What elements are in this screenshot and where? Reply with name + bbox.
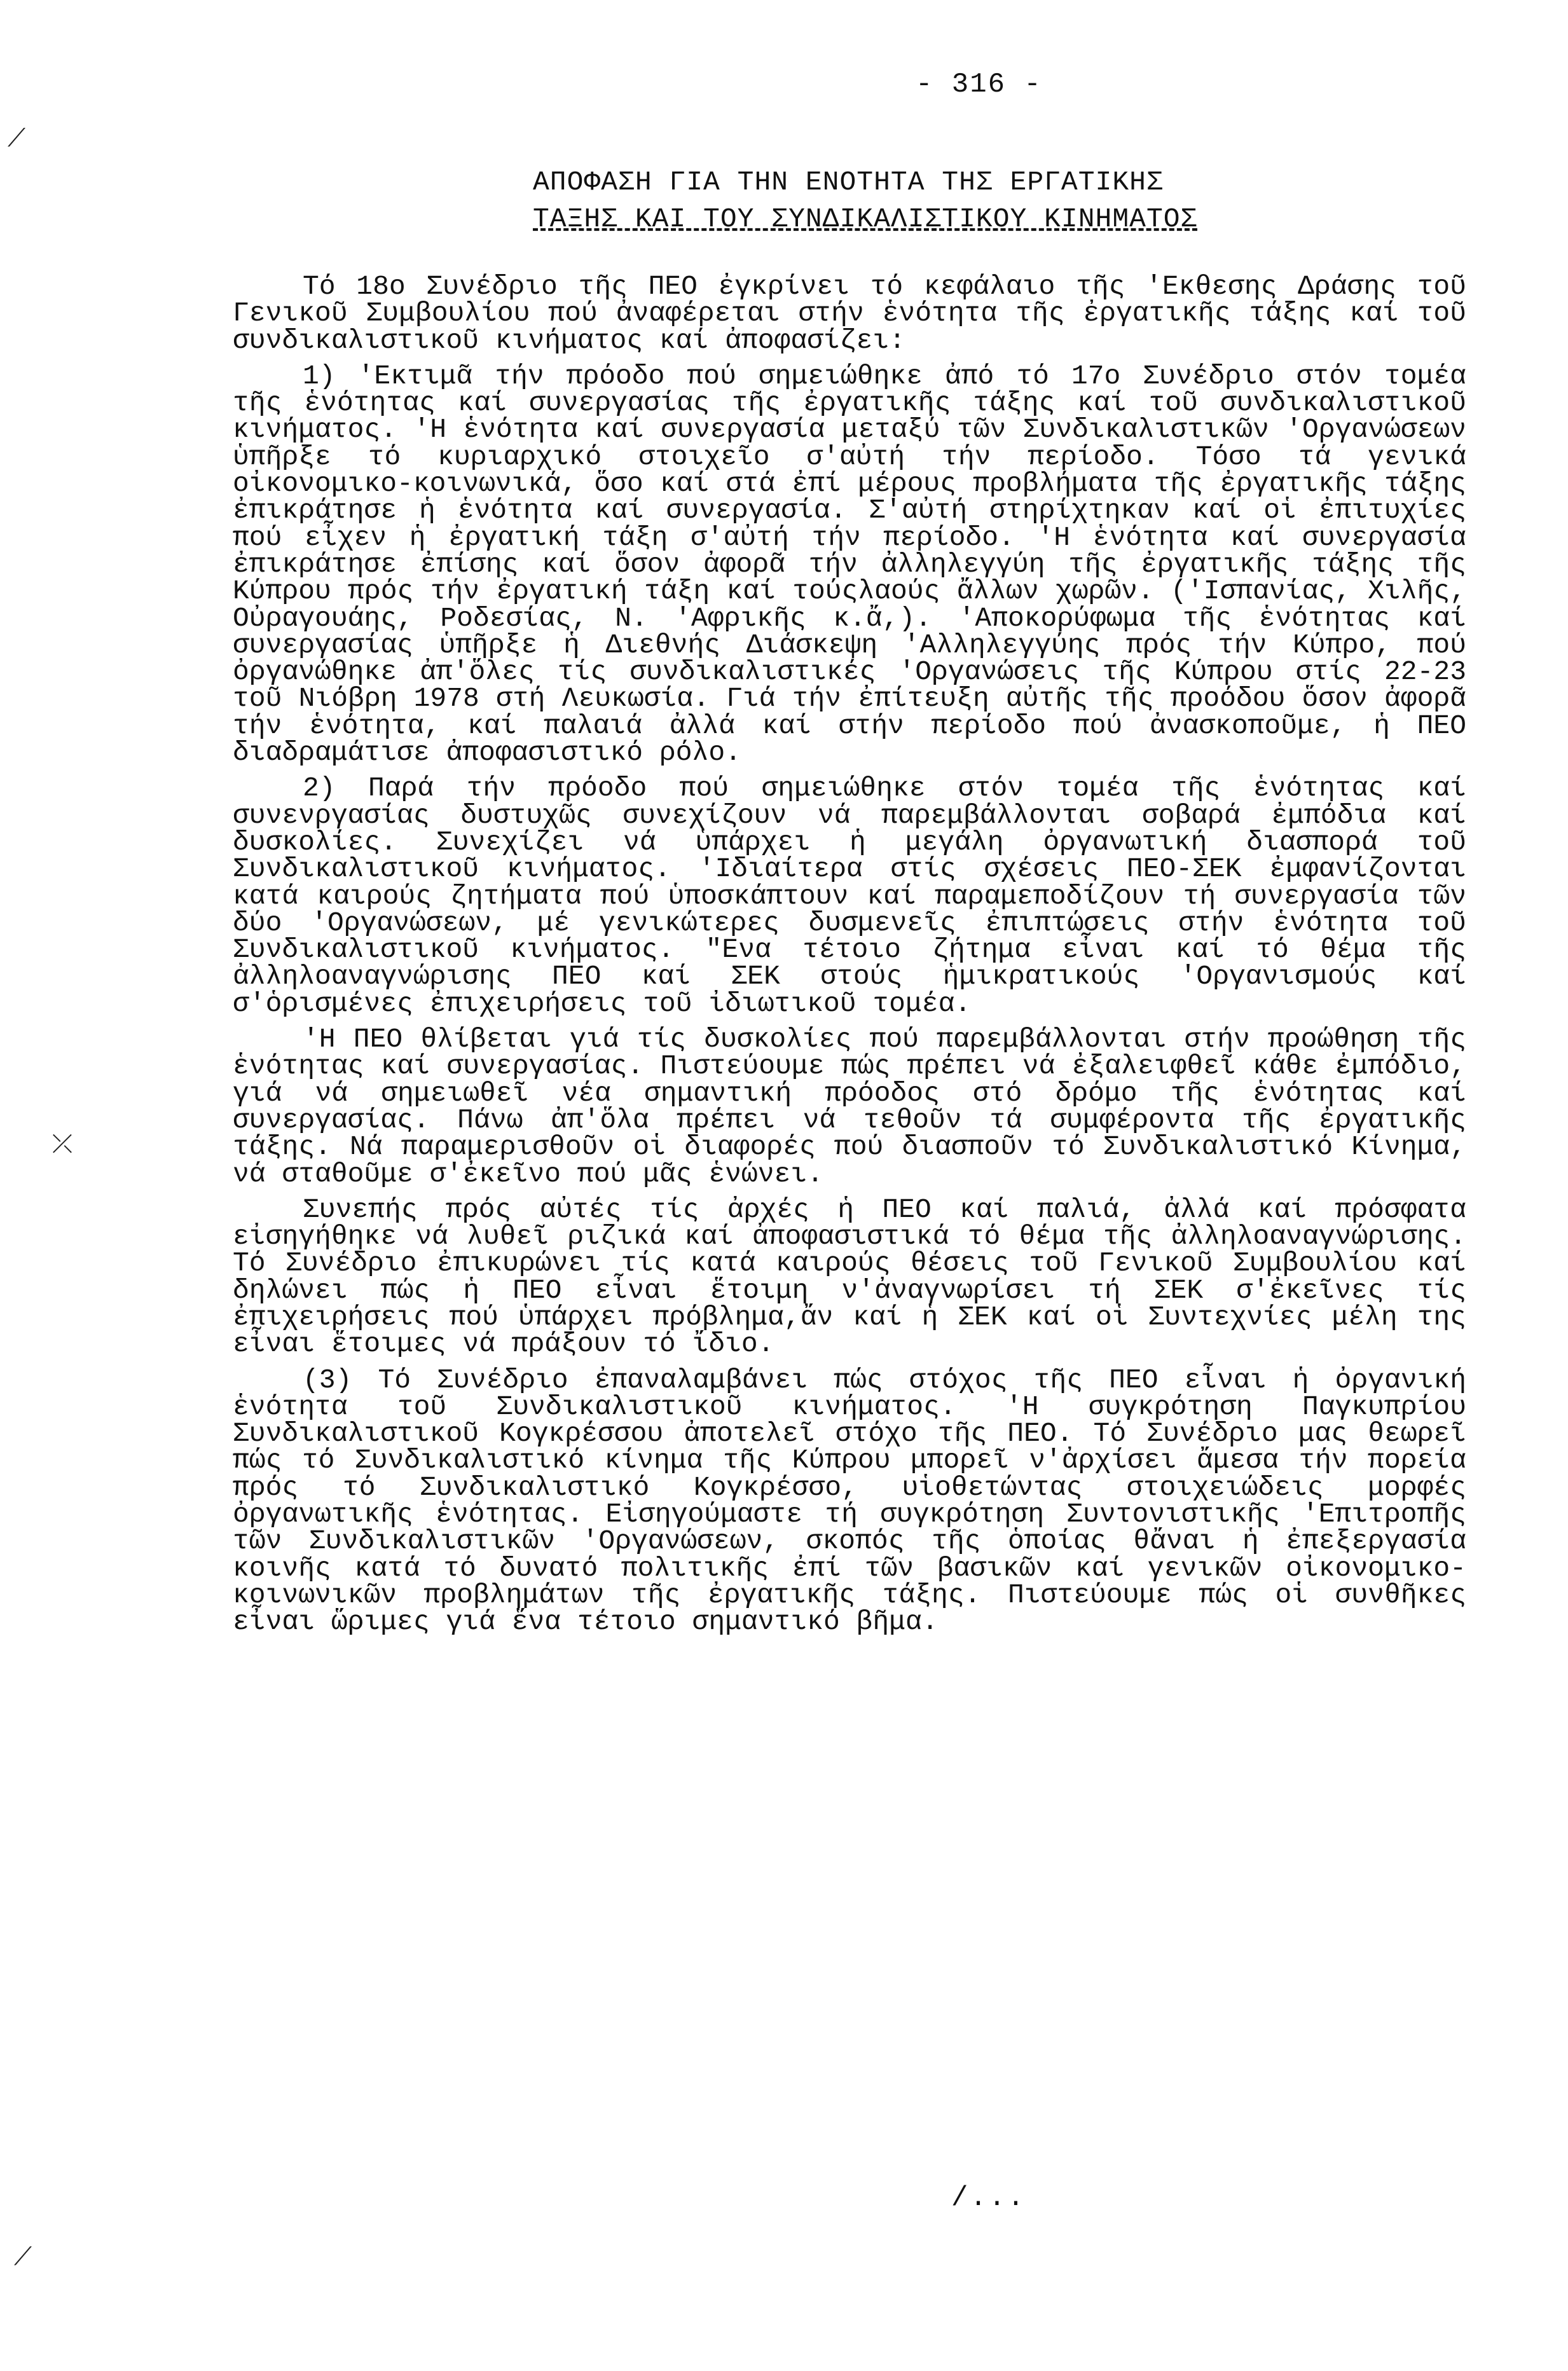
margin-scan-mark-bottom: ⟋ [14, 2244, 32, 2273]
paragraph-5: (3) Τό Συνέδριο ἐπαναλαμβάνει πώς στόχος τῆς ΠΕΟ εἶναι ἡ ὀργανική ἑνότητα τοῦ Συνδικαλιστικοῦ κινήματος. 'Η συγκρότηση Παγκυπρίου Συνδικαλιστικοῦ Κογκρέσσου ἀποτελεῖ στόχο τῆς ΠΕΟ. Τό Συνέδριο μας θεωρεῖ πώς τό Συνδικαλιστικό κίνημα τῆς Κύπρου μπορεῖ ν'ἀρχίσει ἄμεσα τήν πορεία πρός τό Συνδικαλιστικό Κογκρέσσο, υἱοθετώντας στοιχειώδεις μορφές ὀργανωτικῆς ἑνότητας. Εἰσηγούμαστε τή συγκρότηση Συντονιστικῆς 'Επιτροπῆς τῶν Συνδικαλιστικῶν 'Οργανώσεων, σκοπός τῆς ὁποίας θἄναι ἡ ἐπεξεργασία κοινῆς κατά τό δυνατό πολιτικῆς ἐπί τῶν βασικῶν καί γενικῶν οἰκονομικο-κοινωνικῶν προβλημάτων τῆς ἐργατικῆς τάξης. Πιστεύουμε πώς οἱ συνθῆκες εἶναι ὥριμες γιά ἕνα τέτοιο σημαντικό βῆμα. [233, 1364, 1466, 1638]
page-number: - 316 - [916, 69, 1042, 100]
paragraph-3: 'Η ΠΕΟ θλίβεται γιά τίς δυσκολίες πού παρεμβάλλονται στήν προώθηση τῆς ἑνότητας καί συνεργασίας. Πιστεύουμε πώς πρέπει νά ἐξαλειφθεῖ κάθε ἐμπόδιο, γιά νά σημειωθεῖ νέα σημαντική πρόοδος στό δρόμο τῆς ἑνότητας καί συνεργασίας. Πάνω ἀπ'ὅλα πρέπει νά τεθοῦν τά συμφέροντα τῆς ἐργατικῆς τάξης. Νά παραμερισθοῦν οἱ διαφορές πού διασποῦν τό Συνδικαλιστικό Κίνημα, νά σταθοῦμε σ'ἐκεῖνο πού μᾶς ἑνώνει. [233, 1024, 1466, 1190]
paragraph-2: 2) Παρά τήν πρόοδο πού σημειώθηκε στόν τομέα τῆς ἑνότητας καί συνενργασίας δυστυχῶς συνεχίζουν νά παρεμβάλλονται σοβαρά ἐμπόδια καί δυσκολίες. Συνεχίζει νά ὑπάρχει ἡ μεγάλη ὀργανωτική διασπορά τοῦ Συνδικαλιστικοῦ κινήματος. 'Ιδιαίτερα στίς σχέσεις ΠΕΟ-ΣΕΚ ἐμφανίζονται κατά καιρούς ζητήματα πού ὑποσκάπτουν καί παραμεποδίζουν τή συνεργασία τῶν δύο 'Οργανώσεων, μέ γενικώτερες δυσμενεῖς ἐπιπτώσεις στήν ἑνότητα τοῦ Συνδικαλιστικοῦ κινήματος. "Ενα τέτοιο ζήτημα εἶναι καί τό θέμα τῆς ἀλληλοαναγνώρισης ΠΕΟ καί ΣΕΚ στούς ἡμικρατικούς 'Οργανισμούς καί σ'ὁρισμένες ἐπιχειρήσεις τοῦ ἰδιωτικοῦ τομέα. [233, 773, 1466, 1019]
title-line-1: ΑΠΟΦΑΣΗ ΓΙΑ ΤΗΝ ΕΝΟΤΗΤΑ ΤΗΣ ΕΡΓΑΤΙΚΗΣ [533, 167, 1164, 198]
document-body [233, 273, 1466, 1645]
document-title [533, 164, 1197, 238]
continuation-mark: /... [951, 2182, 1026, 2214]
paragraph-4: Συνεπής πρός αὐτές τίς ἀρχές ἡ ΠΕΟ καί παλιά, ἀλλά καί πρόσφατα εἰσηγήθηκε νά λυθεῖ ριζικά καί ἀποφασιστικά τό θέμα τῆς ἀλληλοαναγνώρισης. Τό Συνέδριο ἐπικυρώνει τίς κατά καιρούς θέσεις τοῦ Γενικοῦ Συμβουλίου καί δηλώνει πώς ἡ ΠΕΟ εἶναι ἕτοιμη ν'ἀναγνωρίσει τή ΣΕΚ σ'ἐκεῖνες τίς ἐπιχειρήσεις πού ὑπάρχει πρόβλημα,ἄν καί ἡ ΣΕΚ καί οἱ Συντεχνίες μέλη της εἶναι ἕτοιμες νά πράξουν τό ἴδιο. [233, 1193, 1466, 1360]
margin-scan-mark-middle: ⤫ [52, 1132, 72, 1160]
paragraph-intro: Τό 18ο Συνέδριο τῆς ΠΕΟ ἐγκρίνει τό κεφάλαιο τῆς 'Εκθεσης Δράσης τοῦ Γενικοῦ Συμβουλίου πού ἀναφέρεται στήν ἑνότητα τῆς ἐργατικῆς τάξης καί τοῦ συνδικαλιστικοῦ κινήματος καί ἀποφασίζει: [233, 271, 1466, 356]
paragraph-1: 1) 'Εκτιμᾶ τήν πρόοδο πού σημειώθηκε ἀπό τό 17ο Συνέδριο στόν τομέα τῆς ἑνότητας καί συνεργασίας τῆς ἐργατικῆς τάξης καί τοῦ συνδικαλιστικοῦ κινήματος. 'Η ἑνότητα καί συνεργασία μεταξύ τῶν Συνδικαλιστικῶν 'Οργανώσεων ὑπῆρξε τό κυριαρχικό στοιχεῖο σ'αὐτή τήν περίοδο. Τόσο τά γενικά οἰκονομικο-κοινωνικά, ὅσο καί στά ἐπί μέρους προβλήματα τῆς ἐργατικῆς τάξης ἐπικράτησε ἡ ἑνότητα καί συνεργασία. Σ'αὐτή στηρίχτηκαν καί οἱ ἐπιτυχίες πού εἶχεν ἡ ἐργατική τάξη σ'αὐτή τήν περίοδο. 'Η ἑνότητα καί συνεργασία ἐπικράτησε ἐπίσης καί ὅσον ἀφορᾶ τήν ἀλληλεγγύη τῆς ἐργατικῆς τάξης τῆς Κύπρου πρός τήν ἐργατική τάξη καί τούςλαούς ἄλλων χωρῶν. ('Ισπανίας, Χιλῆς, Οὐραγουάης, Ροδεσίας, Ν. 'Αφρικῆς κ.ἄ,). 'Αποκορύφωμα τῆς ἑνότητας καί συνεργασίας ὑπῆρξε ἡ Διεθνής Διάσκεψη 'Αλληλεγγύης πρός τήν Κύπρο, πού ὀργανώθηκε ἀπ'ὅλες τίς συνδικαλιστικές 'Οργανώσεις τῆς Κύπρου στίς 22-23 τοῦ Νιόβρη 1978 στή Λευκωσία. Γιά τήν ἐπίτευξη αὐτῆς τῆς προόδου ὅσον ἀφορᾶ τήν ἑνότητα, καί παλαιά ἀλλά καί στήν περίοδο πού ἀνασκοποῦμε, ἡ ΠΕΟ διαδραμάτισε ἀποφασιστικό ρόλο. [233, 360, 1466, 769]
title-line-2: ΤΑΞΗΣ ΚΑΙ ΤΟΥ ΣΥΝΔΙΚΑΛΙΣΤΙΚΟΥ ΚΙΝΗΜΑΤΟΣ [533, 203, 1198, 235]
margin-scan-mark-top: ⟋ [8, 126, 25, 155]
